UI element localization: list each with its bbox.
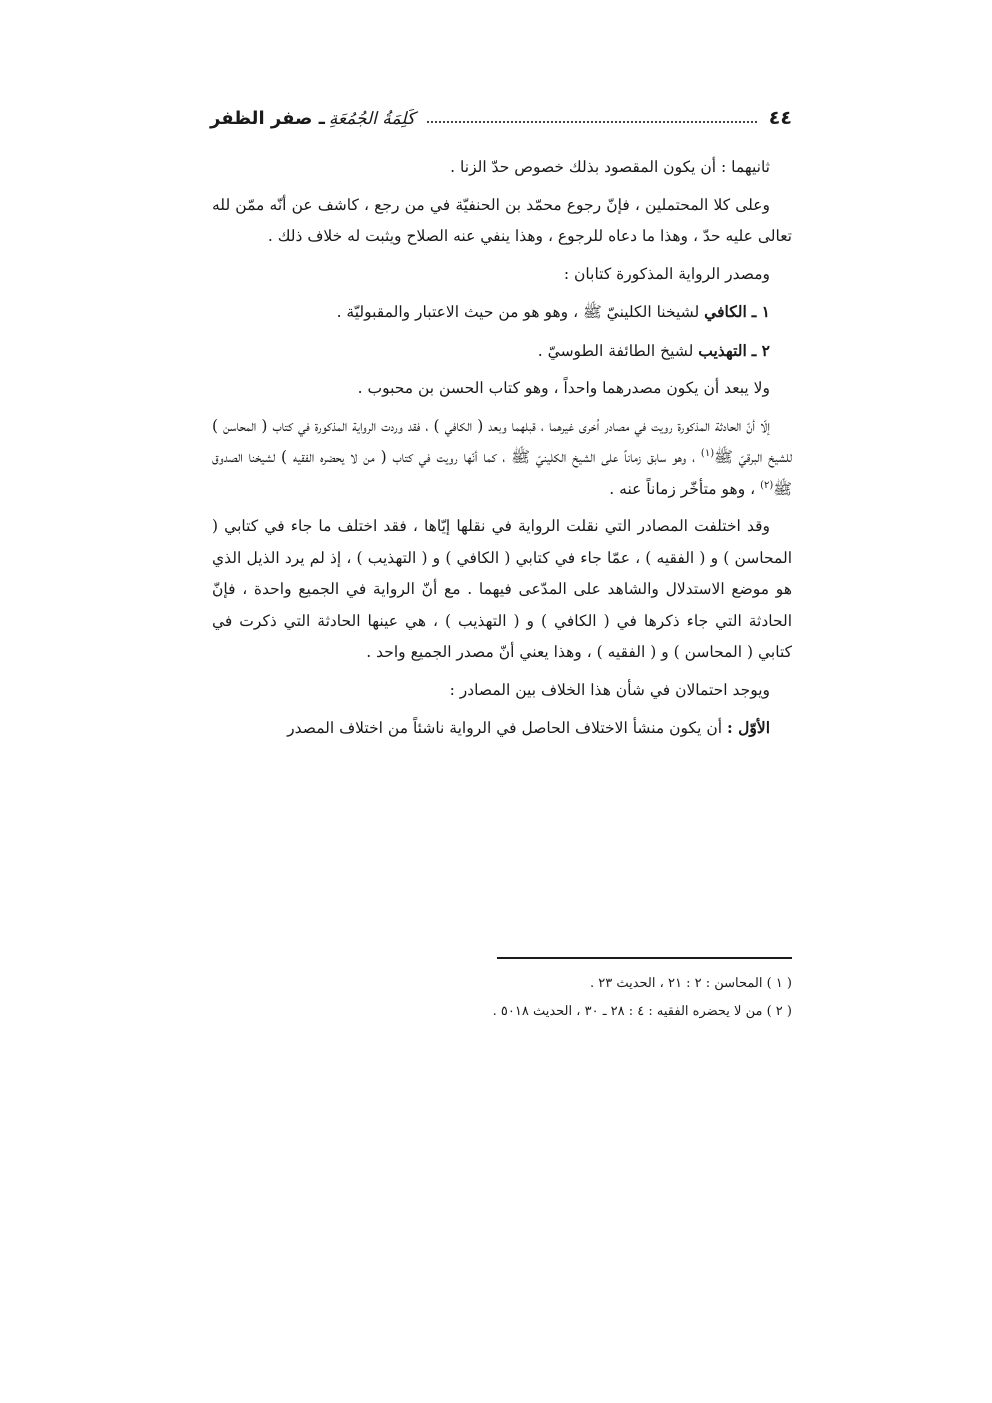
paragraph-6: وقد اختلفت المصادر التي نقلت الرواية في نقلها إيّاها ، فقد اختلف ما جاء في كتابي ( المحاسن ) و ( الفقيه ) ، عمّا جاء في كتابي ( الكافي ) و ( التهذيب ) ، إذ لم يرد الذيل الذي هو موضع الاستدلال والشاهد على المدّعى فيهما . مع أنّ الرواية في الجميع واحدة ، فإنّ الحادثة التي جاء ذكرها في ( الكافي ) و ( التهذيب ) ، هي عينها الحادثة التي ذكرت في كتابي ( المحاسن ) و ( الفقيه ) ، وهذا يعني أنّ مصدر الجميع واحد . (212, 517, 792, 661)
running-title (210, 108, 415, 129)
list-item-1-book: الكافي (704, 302, 747, 321)
list-item-2 (212, 335, 792, 368)
paragraph-3: ومصدر الرواية المذكورة كتابان : (563, 264, 770, 283)
page-header (210, 98, 792, 138)
paragraph-5-part-a: إلّا أنّ الحادثة المذكورة رويت في مصادر اُخرى غيرهما ، قبلهما وبعد ( الكافي ) ، فقد وردت الرواية المذكورة في كتاب ( المحاسن ) للشيخ البرقيّ ﷺ (212, 416, 792, 466)
paragraph-2: وعلى كلا المحتملين ، فإنّ رجوع محمّد بن الحنفيّة في من رجع ، كاشف عن أنّه ممّن لله تعالى عليه حدّ ، وهذا ما دعاه للرجوع ، وهذا ينفي عنه الصلاح ويثبت له خلاف ذلك . (212, 195, 792, 245)
publication-logo: كَلِمَةُ الجُمُعَةِ (328, 108, 415, 129)
list-item-1 (212, 296, 792, 329)
paragraph-5 (212, 411, 792, 506)
footnote-2: ( ٢ ) من لا يحضره الفقيه : ٤ : ٢٨ ـ ٣٠ ، الحديث ٥٠١٨ . (492, 1004, 792, 1019)
footnote-ref-2[interactable]: (٢) (760, 479, 774, 491)
paragraph-5-part-b: ، وهو سابق زماناً على الشيخ الكلينيّ ﷺ ، كما أنّها رويت في كتاب ( من لا يحضره الفقيه ) لشيخنا الصدوق ﷺ (212, 448, 792, 498)
list-item-2-book: التهذيب (698, 340, 747, 360)
body-text (212, 152, 792, 751)
paragraph-7: ويوجد احتمالان في شأن هذا الخلاف بين المصادر : (449, 680, 770, 699)
list-item-2-text: لشيخ الطائفة الطوسيّ . (537, 341, 694, 360)
paragraph-1: ثانيهما : أن يكون المقصود بذلك خصوص حدّ الزنا . (450, 158, 770, 176)
list-item-1-text: لشيخنا الكلينيّ ﷺ ، وهو هو من حيث الاعتبار والمقبوليّة . (336, 303, 700, 321)
footnotes (212, 970, 792, 1026)
list-item-1-number: ١ ـ (751, 302, 770, 321)
paragraph-4: ولا يبعد أن يكون مصدرهما واحداً ، وهو كتاب الحسن بن محبوب . (357, 379, 770, 397)
list-item-2-number: ٢ ـ (751, 340, 770, 360)
footnote-separator (497, 957, 792, 959)
paragraph-8-text: أن يكون منشأ الاختلاف الحاصل في الرواية ناشئاً من اختلاف المصدر (287, 719, 723, 737)
running-title-text: ـ صفر الظفر (210, 107, 325, 129)
paragraph-8 (212, 712, 792, 745)
page-number: ٤٤ (768, 107, 792, 129)
paragraph-8-lead: الأوّل : (726, 718, 770, 737)
footnote-ref-1[interactable]: (١) (700, 447, 715, 459)
paragraph-5-part-c: ، وهو متأخّر زماناً عنه . (609, 479, 756, 498)
header-dotted-leader (427, 121, 757, 123)
footnote-1: ( ١ ) المحاسن : ٢ : ٢١ ، الحديث ٢٣ . (589, 976, 792, 991)
